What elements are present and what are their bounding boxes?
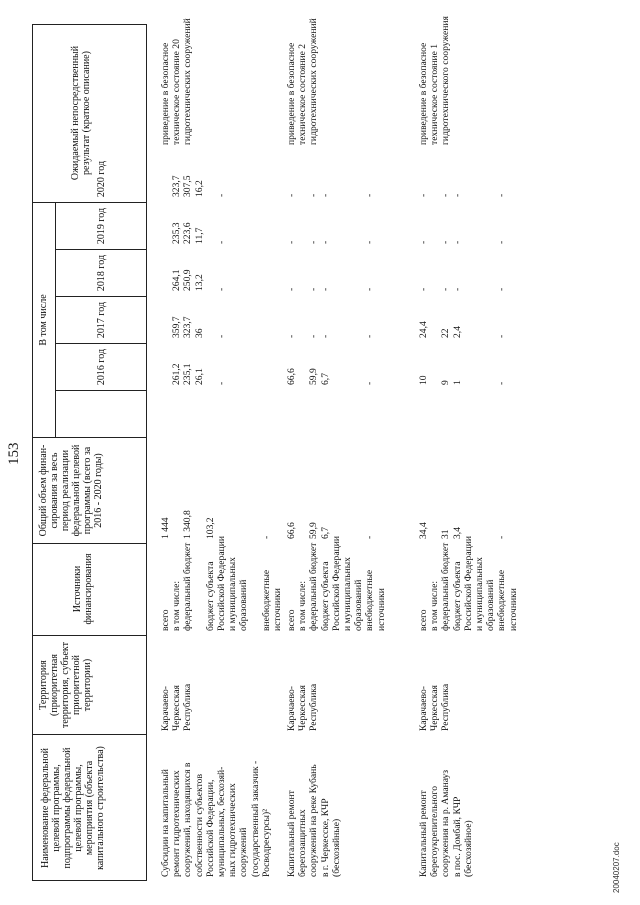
row1-2018: 264,1 250,9 13,2 - bbox=[171, 269, 228, 291]
table-top-border bbox=[32, 25, 33, 881]
row3-2018: - - - - bbox=[418, 287, 508, 291]
row2-2020: - - - - bbox=[286, 193, 376, 197]
row1-territory: Карачаево- Черкесская Республика bbox=[160, 683, 194, 731]
header-territory: Территория (приоритетная территория, субъект приоритетной территории) bbox=[38, 641, 93, 729]
row2-2016: 66,6 59,9 6,7 - bbox=[286, 368, 376, 385]
table-right-border bbox=[32, 24, 147, 25]
header-sources: Источники финансирования bbox=[72, 553, 94, 625]
row3-2017: 24,4 22 2,4 - bbox=[418, 321, 508, 338]
row1-program: Субсидии на капитальный ремонт гидротехнических сооружений, находящихся в собственности субъектов Российской Федерации, муниципальных, бесхозяй- ных гидротехнических сооружений (государственный заказчик - Росводресурсы)² bbox=[160, 760, 272, 877]
header-2019: 2019 год bbox=[96, 207, 107, 245]
row2-territory: Карачаево- Черкесская Республика bbox=[286, 683, 320, 731]
row3-total: 34,4 31 3,4 - bbox=[418, 522, 508, 539]
years-group-line bbox=[55, 203, 56, 438]
row2-sources: всего в том числе: федеральный бюджет бюджет субъекта Российской Федерации и муниципальных образований внебюджетные источники bbox=[286, 536, 387, 631]
header-bottom-border bbox=[146, 25, 147, 881]
row1-total: 1 444 1 340,8 103,2 - bbox=[160, 510, 272, 539]
row1-2016: 261,2 235,1 26,1 - bbox=[171, 363, 228, 385]
row2-2018: - - - - bbox=[286, 287, 376, 291]
row3-result: приведение в безопасное техническое состояние 1 гидротехнического сооружения bbox=[418, 16, 452, 145]
row3-program: Капитальный ремонт берегоукрепительного сооружения на р. Аманауз в пос. Домбай, КЧР (бесхозяйное) bbox=[418, 769, 474, 877]
header-2020: 2020 год bbox=[96, 160, 107, 198]
header-2018: 2018 год bbox=[96, 254, 107, 292]
row2-result: приведение в безопасное техническое состояние 2 гидротехнических сооружений bbox=[286, 18, 320, 145]
row2-total: 66,6 59,9 6,7 - bbox=[286, 522, 376, 539]
col-divider-3 bbox=[32, 543, 147, 544]
row3-2016: 10 9 1 - bbox=[418, 375, 508, 385]
row2-2019: - - - - bbox=[286, 240, 376, 244]
document-footer: 20040207.doc bbox=[612, 842, 621, 893]
row1-2019: 235,3 223,6 11,7 - bbox=[171, 222, 228, 244]
row3-sources: всего в том числе: федеральный бюджет бюджет субъекта Российской Федерации и муниципальных образований внебюджетные источники bbox=[418, 536, 519, 631]
row1-2020: 323,7 307,5 16,2 - bbox=[171, 175, 228, 197]
year-divider-1 bbox=[55, 390, 147, 391]
header-2017: 2017 год bbox=[96, 301, 107, 339]
row2-program: Капитальный ремонт берегозащитных сооружений на реке Кубань в г. Черкесске, КЧР (бесхозяйные) bbox=[286, 764, 342, 877]
row3-territory: Карачаево- Черкесская Республика bbox=[418, 683, 452, 731]
header-program: Наименование федеральной целевой программы, подпрограммы федеральной целевой программы, мероприятия (объекта капитального строительства) bbox=[40, 746, 106, 870]
col-divider-4 bbox=[32, 437, 147, 438]
row1-sources: всего в том числе: федеральный бюджет бюджет субъекта Российской Федерации и муниципальных образований внебюджетные источники bbox=[160, 536, 284, 631]
header-2016: 2016 год bbox=[96, 348, 107, 386]
header-result: Ожидаемый непосредственный результат (краткое описание) bbox=[70, 45, 92, 181]
col-divider-5 bbox=[32, 202, 147, 203]
row2-2017: - - - - bbox=[286, 334, 376, 338]
col-divider-1 bbox=[32, 734, 147, 735]
row3-2019: - - - - bbox=[418, 240, 508, 244]
col-divider-2 bbox=[32, 635, 147, 636]
row1-result: приведение в безопасное техническое состояние 20 гидротехнических сооружений bbox=[160, 18, 194, 145]
header-total: Общий объем финан-сирования за весь период реализации федеральной целевой программы (всего за 2016 - 2020 годы) bbox=[38, 444, 104, 537]
header-including: В том числе bbox=[38, 294, 49, 346]
row3-2020: - - - - bbox=[418, 193, 508, 197]
row1-2017: 359,7 323,7 36 - bbox=[171, 316, 228, 338]
table-left-border bbox=[32, 880, 147, 881]
page-number: 153 bbox=[6, 442, 22, 465]
